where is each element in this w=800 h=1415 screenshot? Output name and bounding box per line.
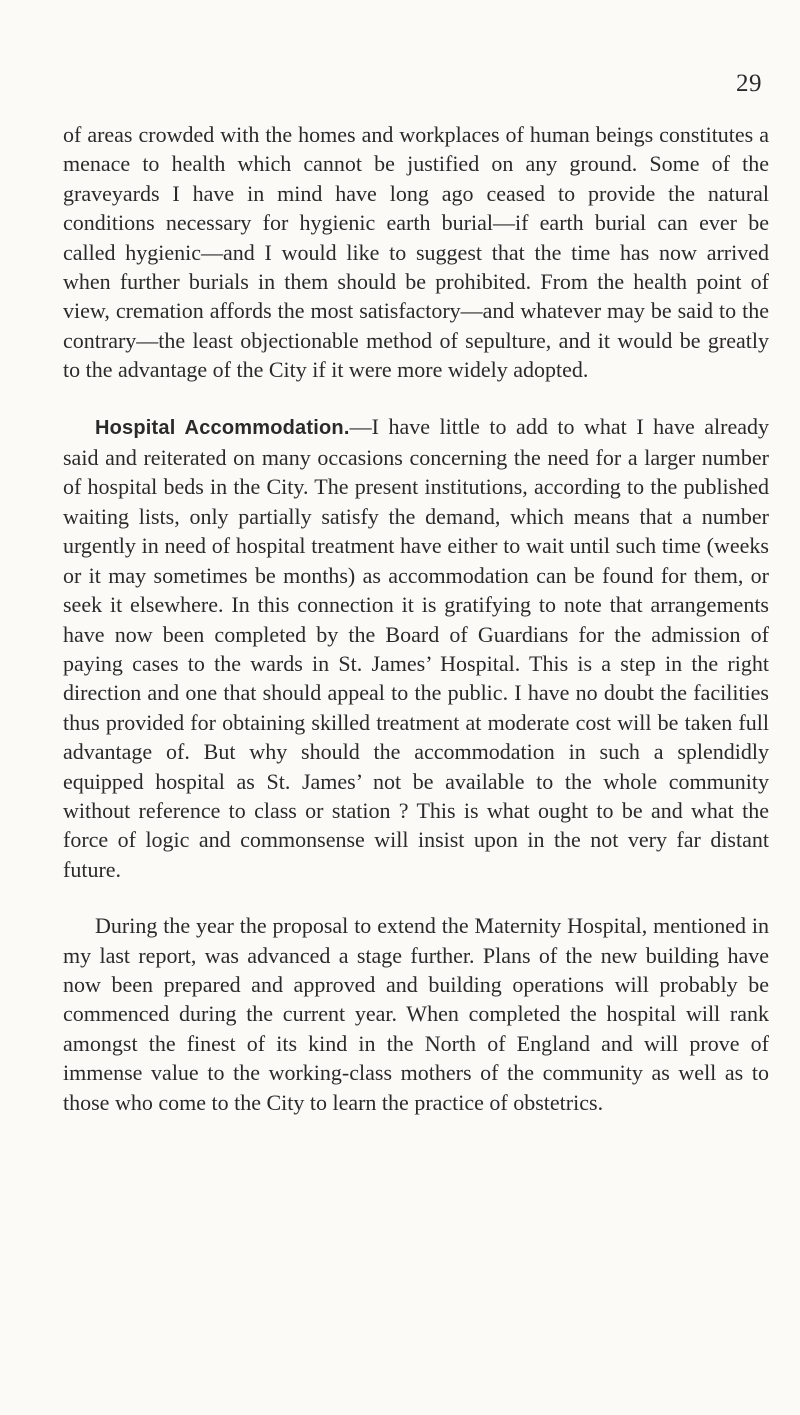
section-heading: Hospital Accommodation. bbox=[95, 416, 350, 439]
paragraph-graveyards bbox=[63, 120, 769, 385]
paragraph-hospital-accommodation bbox=[63, 412, 769, 885]
body-text bbox=[63, 120, 769, 1117]
page-number: 29 bbox=[736, 70, 762, 97]
paragraph-text: During the year the proposal to extend the Maternity Hospital, mentioned in my last report, was advanced a stage further. Plans of the new building have now been prepared and approved and building operations will probably be commenced during the current year. When completed the hospital will rank amongst the finest of its kind in the North of England and will prove of immense value to the working-class mothers of the community as well as to those who come to the City to learn the practice of obstetrics. bbox=[63, 913, 769, 1115]
paragraph-text: of areas crowded with the homes and workplaces of human beings constitutes a menace to health which cannot be justified on any ground. Some of the graveyards I have in mind have long ago ceased to provide the natural conditions necessary for hygienic earth burial—if earth burial can ever be called hygienic—and I would like to suggest that the time has now arrived when further burials in them should be prohibited. From the health point of view, cremation affords the most satisfactory—and whatever may be said to the contrary—the least objectionable method of sepulture, and it would be greatly to the advantage of the City if it were more widely adopted. bbox=[63, 122, 769, 383]
paragraph-maternity-hospital bbox=[63, 911, 769, 1117]
paragraph-text: —I have little to add to what I have already said and reiterated on many occasions concerning the need for a larger number of hospital beds in the City. The present institutions, according to the published waiting lists, only partially satisfy the demand, which means that a number urgently in need of hospital treatment have either to wait until such time (weeks or it may sometimes be months) as accommodation can be found for them, or seek it elsewhere. In this connection it is gratifying to note that arrangements have now been completed by the Board of Guardians for the admission of paying cases to the wards in St. James’ Hospital. This is a step in the right direction and one that should appeal to the public. I have no doubt the facilities thus provided for obtaining skilled treatment at moderate cost will be taken full advantage of. But why should the accommodation in such a splendidly equipped hospital as St. James’ not be available to the whole community without reference to class or station ? This is what ought to be and what the force of logic and commonsense will insist upon in the not very far distant future. bbox=[63, 413, 769, 882]
